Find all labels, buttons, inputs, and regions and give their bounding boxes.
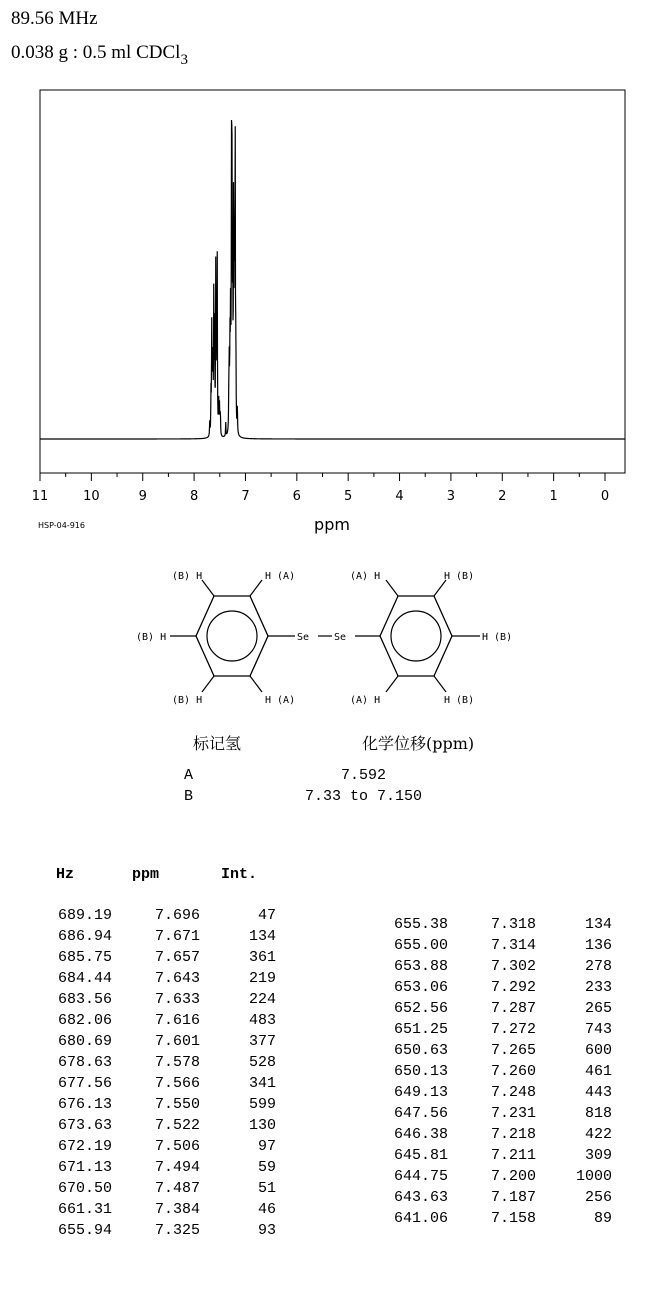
x-axis [32,473,625,504]
molecule-structure-diagram [0,560,652,710]
sample-description [11,42,188,69]
peak-ppm-value: 7.671 [154,928,200,945]
peak-int-value: 309 [584,1147,612,1164]
peak-int-value: 461 [584,1063,612,1080]
peak-ppm-value: 7.287 [490,1000,536,1017]
peak-hz-value: 650.63 [393,1042,448,1059]
peak-ppm-value: 7.616 [154,1012,200,1029]
label-left-bot-a: H (A) [265,695,296,706]
sample-text: 0.038 g : 0.5 ml CDCl [11,42,181,63]
bond [250,676,262,692]
peak-hz-value: 647.56 [393,1105,448,1122]
peak-int-value: 51 [257,1180,276,1197]
peak-int-value: 134 [584,916,612,933]
peak-int-value: 483 [248,1012,276,1029]
peak-ppm-value: 7.260 [490,1063,536,1080]
peak-ppm-value: 7.550 [154,1096,200,1113]
peak-int-value: 377 [248,1033,276,1050]
peak-ppm-value: 7.325 [154,1222,200,1239]
peak-hz-value: 655.00 [393,937,448,954]
peak-header-ppm: ppm [132,866,160,883]
peak-hz-value: 653.06 [393,979,448,996]
x-tick-label: 11 [31,489,49,504]
peak-int-value: 341 [248,1075,276,1092]
peak-hz-value: 689.19 [57,907,112,924]
peak-int-value: 818 [584,1105,612,1122]
peak-int-value: 743 [584,1021,612,1038]
right-ppm-column [456,914,536,1229]
peak-ppm-value: 7.578 [154,1054,200,1071]
label-left-bot-b: (B) H [172,695,203,706]
plot-frame [40,90,625,473]
peak-ppm-value: 7.200 [490,1168,536,1185]
peak-ppm-value: 7.566 [154,1075,200,1092]
x-tick-label: 4 [395,489,404,504]
x-tick-label: 10 [83,489,100,504]
peak-int-value: 219 [248,970,276,987]
peak-ppm-value: 7.657 [154,949,200,966]
peak-hz-value: 644.75 [393,1168,448,1185]
peak-hz-value: 655.38 [393,916,448,933]
assignment-header-shift: 化学位移(ppm) [362,734,475,753]
spectrum-trace [40,120,625,439]
peak-int-value: 422 [584,1126,612,1143]
x-tick-label: 9 [138,489,147,504]
assignment-row-b-shift: 7.33 to 7.150 [305,788,423,805]
label-se-1: Se [297,632,310,643]
x-tick-label: 8 [189,489,199,504]
peak-int-value: 89 [593,1210,612,1227]
bond [434,676,446,692]
peak-hz-value: 646.38 [393,1126,448,1143]
peak-ppm-value: 7.158 [490,1210,536,1227]
x-axis-label: ppm [314,515,350,534]
peak-hz-value: 684.44 [57,970,112,987]
peak-int-value: 136 [584,937,612,954]
spectrometer-frequency: 89.56 MHz [11,8,98,29]
peak-ppm-value: 7.601 [154,1033,200,1050]
x-tick-label: 3 [446,489,456,504]
peak-ppm-value: 7.633 [154,991,200,1008]
peak-ppm-value: 7.272 [490,1021,536,1038]
peak-hz-value: 680.69 [57,1033,112,1050]
peak-hz-value: 661.31 [57,1201,112,1218]
peak-int-value: 265 [584,1000,612,1017]
x-tick-label: 6 [292,489,301,504]
peak-int-value: 528 [248,1054,276,1071]
peak-int-value: 1000 [575,1168,612,1185]
x-tick-label: 0 [600,489,610,504]
peak-hz-value: 641.06 [393,1210,448,1227]
peak-hz-value: 650.13 [393,1063,448,1080]
assignment-table [0,725,652,815]
peak-ppm-value: 7.265 [490,1042,536,1059]
left-int-column [220,905,276,1241]
peak-int-value: 47 [257,907,276,924]
peak-ppm-value: 7.231 [490,1105,536,1122]
x-tick-label: 1 [549,489,558,504]
spectrum-code: HSP-04-916 [38,521,85,530]
peak-ppm-value: 7.318 [490,916,536,933]
peak-int-value: 134 [248,928,276,945]
peak-ppm-value: 7.384 [154,1201,200,1218]
peak-int-value: 93 [257,1222,276,1239]
bond [202,676,214,692]
peak-hz-value: 676.13 [57,1096,112,1113]
sample-subscript: 3 [180,52,188,68]
peak-hz-value: 683.56 [57,991,112,1008]
assignment-header-label: 标记氢 [193,734,242,753]
assignment-row-a-label: A [184,767,194,784]
peak-hz-value: 686.94 [57,928,112,945]
peak-header-hz: Hz [56,866,75,883]
left-hz-column [30,905,112,1241]
peak-ppm-value: 7.211 [490,1147,536,1164]
nmr-spectrum-chart [0,80,652,550]
left-ppm-column [120,905,200,1241]
peak-hz-value: 685.75 [57,949,112,966]
peak-int-value: 278 [584,958,612,975]
peak-int-value: 600 [584,1042,612,1059]
x-tick-label: 2 [498,489,507,504]
left-ring-circle [207,611,257,661]
peak-ppm-value: 7.292 [490,979,536,996]
peak-int-value: 361 [248,949,276,966]
peak-hz-value: 653.88 [393,958,448,975]
peak-ppm-value: 7.487 [154,1180,200,1197]
peak-int-value: 443 [584,1084,612,1101]
peak-ppm-value: 7.696 [154,907,200,924]
peak-header-int: Int. [221,866,258,883]
peak-hz-value: 670.50 [57,1180,112,1197]
peak-int-value: 59 [257,1159,276,1176]
bond [434,580,446,596]
peak-hz-value: 649.13 [393,1084,448,1101]
bond [386,676,398,692]
peak-hz-value: 651.25 [393,1021,448,1038]
peak-hz-value: 682.06 [57,1012,112,1029]
peak-hz-value: 678.63 [57,1054,112,1071]
peak-ppm-value: 7.522 [154,1117,200,1134]
peak-ppm-value: 7.643 [154,970,200,987]
label-right-bot-a: (A) H [350,695,381,706]
peak-int-value: 130 [248,1117,276,1134]
peak-list [0,860,652,1280]
right-ring-circle [391,611,441,661]
peak-hz-value: 672.19 [57,1138,112,1155]
peak-ppm-value: 7.302 [490,958,536,975]
label-left-top-a: H (A) [265,571,296,582]
label-right-top-a: (A) H [350,571,381,582]
peak-int-value: 233 [584,979,612,996]
peak-int-value: 224 [248,991,276,1008]
label-se-2: Se [334,632,347,643]
x-tick-label: 7 [241,489,250,504]
assignment-row-a-shift: 7.592 [341,767,387,784]
x-tick-label: 5 [344,489,353,504]
peak-ppm-value: 7.218 [490,1126,536,1143]
peak-hz-value: 645.81 [393,1147,448,1164]
label-left-top-b: (B) H [172,571,203,582]
label-right-top-b: H (B) [444,571,475,582]
peak-ppm-value: 7.248 [490,1084,536,1101]
peak-hz-value: 655.94 [57,1222,112,1239]
peak-hz-value: 643.63 [393,1189,448,1206]
peak-ppm-value: 7.494 [154,1159,200,1176]
peak-hz-value: 673.63 [57,1117,112,1134]
right-hz-column [366,914,448,1229]
peak-ppm-value: 7.187 [490,1189,536,1206]
label-right-mid-b: H (B) [482,632,513,643]
assignment-row-b-label: B [184,788,194,805]
bond [250,580,262,596]
peak-int-value: 256 [584,1189,612,1206]
right-int-column [556,914,612,1229]
peak-ppm-value: 7.314 [490,937,536,954]
bond [202,580,214,596]
peak-hz-value: 677.56 [57,1075,112,1092]
label-right-bot-b: H (B) [444,695,475,706]
peak-int-value: 97 [257,1138,276,1155]
peak-hz-value: 671.13 [57,1159,112,1176]
peak-hz-value: 652.56 [393,1000,448,1017]
bond [386,580,398,596]
peak-int-value: 46 [257,1201,276,1218]
peak-int-value: 599 [248,1096,276,1113]
label-left-mid-b: (B) H [136,632,167,643]
peak-ppm-value: 7.506 [154,1138,200,1155]
